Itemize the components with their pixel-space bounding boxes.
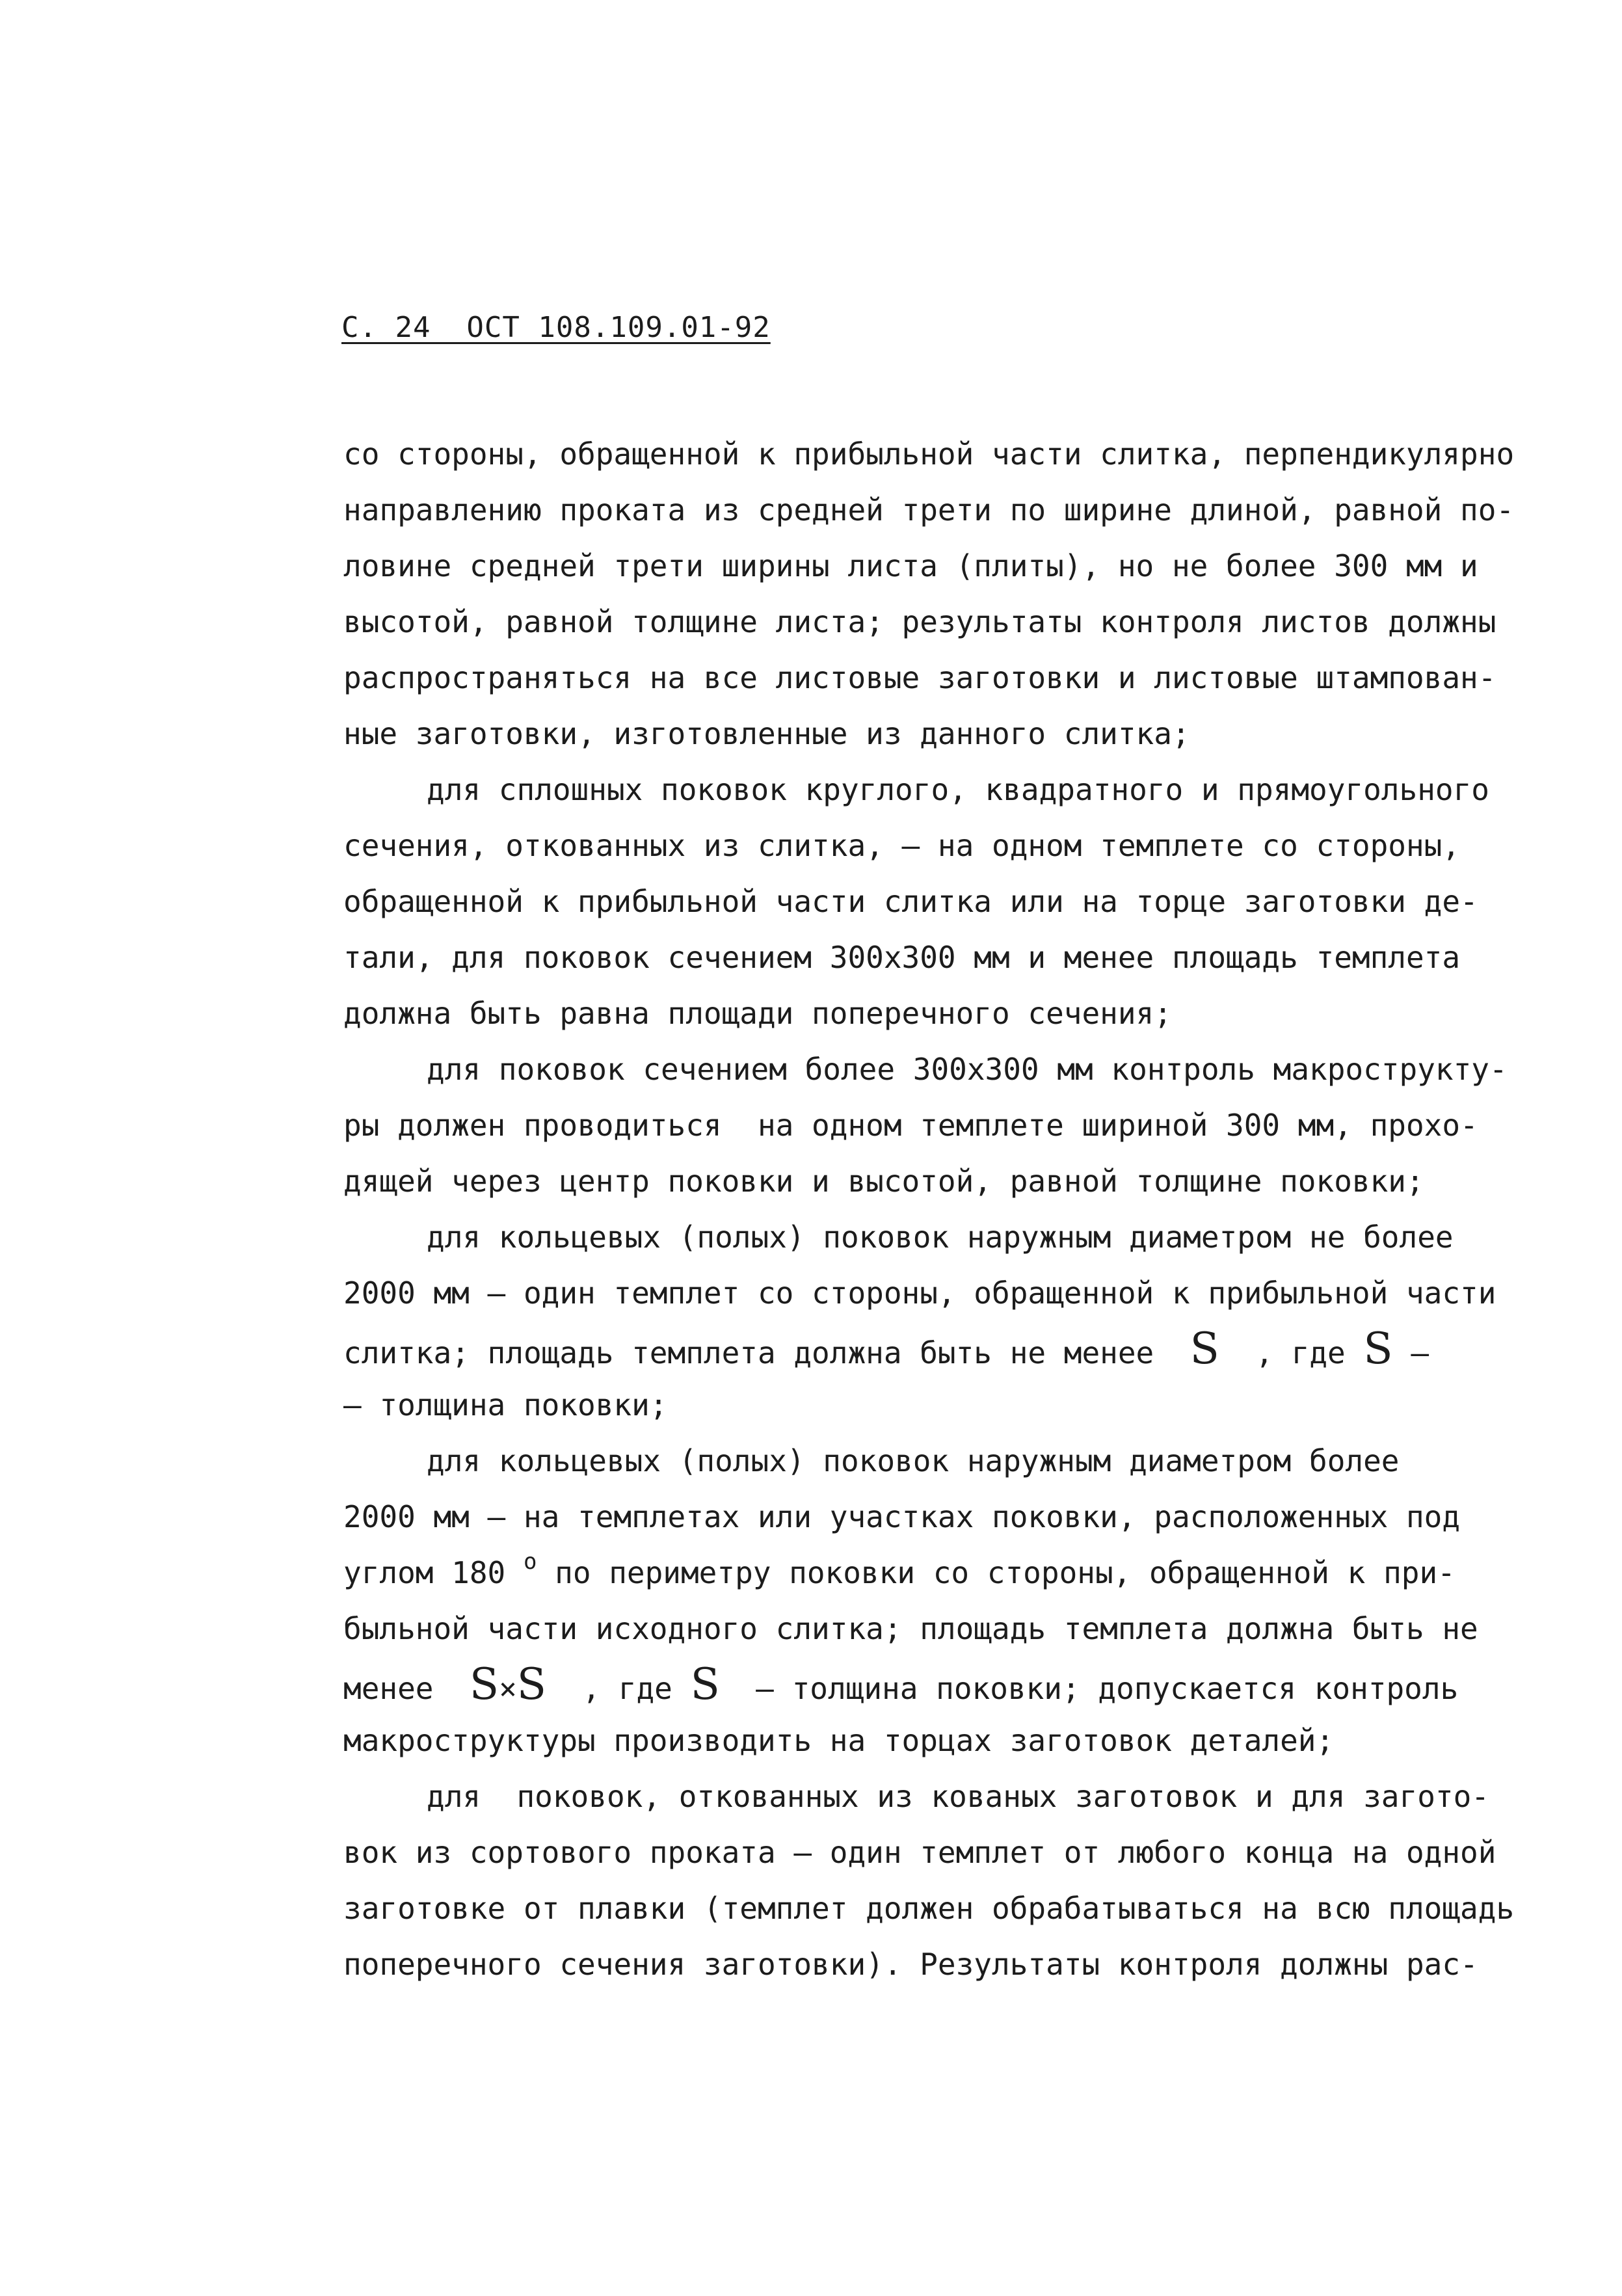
text-line: направлению проката из средней трети по ширине длиной, равной по- [343,492,1515,527]
text-line: тали, для поковок сечением 300х300 мм и менее площадь темплета [343,940,1461,975]
text-line: макроструктуры производить на торцах заготовок деталей; [343,1723,1335,1758]
thickness-symbol: S [690,1659,720,1709]
text-line: дящей через центр поковки и высотой, равной толщине поковки; [343,1164,1424,1199]
text-line: заготовке от плавки (темплет должен обрабатываться на всю площадь [343,1891,1515,1926]
text-line: ры должен проводиться на одном темплете шириной 300 мм, прохо- [343,1108,1478,1143]
text-fragment: слитка; площадь темплета должна быть не менее [343,1335,1190,1370]
text-line: сечения, откованных из слитка, – на одном темплете со стороны, [343,828,1461,863]
thickness-symbol: S [1190,1324,1219,1374]
paragraph-first-line: для поковок, откованных из кованых заготовок и для загото- [427,1779,1489,1814]
text-fragment: менее [343,1671,470,1706]
text-fragment: – [1392,1335,1429,1370]
text-line: 2000 мм – на темплетах или участках поковки, расположенных под [343,1499,1461,1534]
text-line-with-degree [343,1545,1456,1601]
thickness-symbol: S [516,1659,547,1709]
text-line: быльной части исходного слитка; площадь темплета должна быть не [343,1611,1478,1646]
text-line: поперечного сечения заготовки). Результаты контроля должны рас- [343,1947,1478,1982]
text-line-with-symbols [343,1321,1429,1377]
text-fragment: , где [546,1671,691,1706]
text-line: – толщина поковки; [343,1387,668,1422]
text-fragment: углом 180 [343,1555,524,1590]
text-fragment: , где [1219,1335,1364,1370]
text-line: ловине средней трети ширины листа (плиты), но не более 300 мм и [343,548,1478,583]
paragraph-first-line: для кольцевых (полых) поковок наружным диаметром более [427,1443,1400,1478]
thickness-symbol: S [469,1659,499,1709]
text-fragment: – толщина поковки; допускается контроль [719,1671,1459,1706]
text-line: ные заготовки, изготовленные из данного слитка; [343,716,1190,751]
text-line: со стороны, обращенной к прибыльной части слитка, перпендикулярно [343,436,1515,472]
thickness-symbol: S [1363,1324,1393,1374]
text-line-with-symbols [343,1657,1458,1713]
text-line: высотой, равной толщине листа; результаты контроля листов должны [343,604,1496,639]
degree-superscript: о [523,1549,537,1575]
multiply-sign: × [499,1671,517,1706]
text-line: обращенной к прибыльной части слитка или на торце заготовки де- [343,884,1478,919]
text-line: вок из сортового проката – один темплет от любого конца на одной [343,1835,1496,1870]
page-header: С. 24 ОСТ 108.109.01-92 [341,311,771,344]
text-fragment: по периметру поковки со стороны, обращенной к при- [537,1555,1456,1590]
text-line: 2000 мм – один темплет со стороны, обращенной к прибыльной части [343,1275,1496,1311]
text-line: распространяться на все листовые заготовки и листовые штампован- [343,660,1496,695]
paragraph-first-line: для кольцевых (полых) поковок наружным диаметром не более [427,1220,1454,1255]
text-line: должна быть равна площади поперечного сечения; [343,996,1172,1031]
paragraph-first-line: для сплошных поковок круглого, квадратного и прямоугольного [427,772,1489,807]
paragraph-first-line: для поковок сечением более 300х300 мм контроль макрострукту- [427,1052,1508,1087]
